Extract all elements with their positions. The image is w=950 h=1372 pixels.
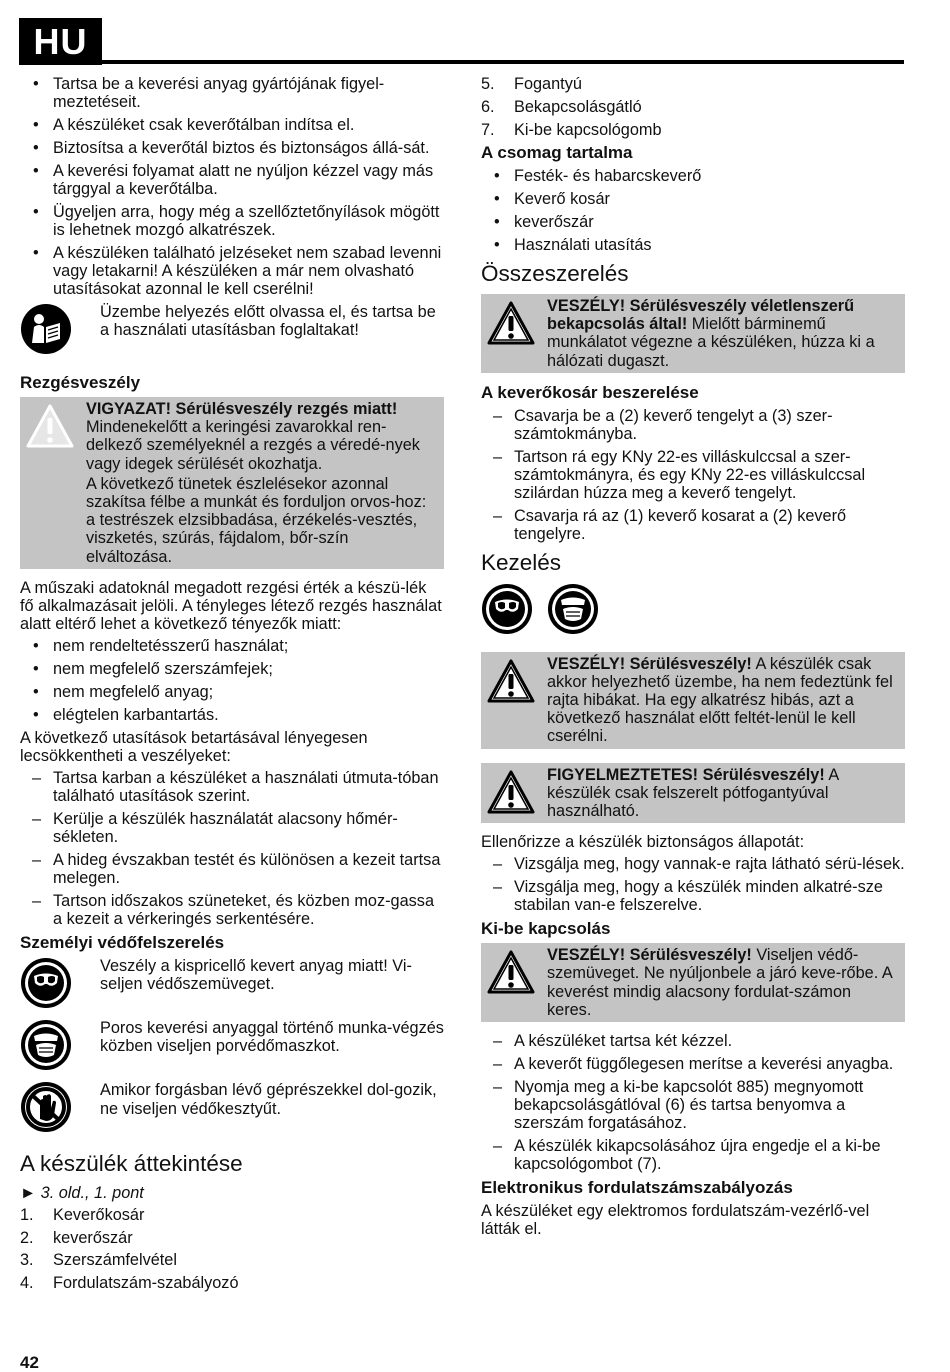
list-item: – A hideg évszakban testét és különösen a kezeit tartsa melegen.: [20, 851, 444, 887]
ppe-item: [20, 957, 444, 1013]
operation-warning-title: VESZÉLY! Sérülésveszély!: [547, 654, 752, 673]
assembly-warning-text: Mielőtt bárminemű munkálatot végezne a készüléken, húzza ki a hálózati dugaszt.: [547, 315, 875, 370]
electronic-heading: Elektronikus fordulatszámszabályozás: [481, 1177, 793, 1197]
parts-list-right: [481, 75, 905, 139]
list-item: 2. keverőszár: [20, 1228, 133, 1247]
list-item: 6. Bekapcsolásgátló: [481, 97, 642, 116]
vibration-warning-box: [20, 397, 444, 569]
list-item: • nem megfelelő anyag;: [20, 683, 444, 701]
list-item: – Vizsgálja meg, hogy vannak-e rajta látható sérü-lések.: [481, 855, 905, 873]
ppe-item-text: Veszély a kispricellő kevert anyag miatt! Vi-seljen védőszemüveget.: [100, 957, 412, 994]
operation-heading: Kezelés: [481, 550, 562, 576]
list-item: • keverőszár: [481, 213, 905, 231]
switch-warning-text: Viseljen védő-szemüveget. Ne nyúljonbele a járó keve-rőbe. A keverést mindig alacsony fordulat-számon keres.: [547, 946, 892, 1019]
switch-warning-box: [481, 943, 905, 1022]
operation-warning-text: A készülék csak akkor helyezhető üzembe, ha nem fedeztünk fel rajta hibákat. Ha egy alkatrész hibás, azt a következő használat előtt feltét-lenül le kell cserélni.: [547, 654, 893, 746]
switch-list: [481, 1032, 905, 1173]
check-list: [481, 855, 905, 914]
switch-heading: Ki-be kapcsolás: [481, 919, 611, 939]
list-item: – A készülék kikapcsolásához újra engedje el a ki-be kapcsológombot (7).: [481, 1137, 905, 1173]
assembly-heading: Összeszerelés: [481, 260, 629, 286]
list-item: • Festék- és habarcskeverő: [481, 167, 905, 185]
reduce-paragraph: A következő utasítások betartásával lényegesen lecsökkentheti a veszélyeket:: [20, 728, 368, 765]
package-heading: A csomag tartalma: [481, 143, 633, 163]
assembly-warning-box: [481, 294, 905, 373]
list-item: • nem megfelelő szerszámfejek;: [20, 660, 444, 678]
dust-mask-icon: [20, 1019, 100, 1075]
basket-heading: A keverőkosár beszerelése: [481, 382, 699, 402]
assembly-warning-title: VESZÉLY! Sérülésveszély véletlenszerű bekapcsolás által!: [547, 296, 855, 334]
overview-reference: ► 3. old., 1. pont: [20, 1183, 144, 1202]
reduce-list: [20, 769, 444, 928]
right-column: [481, 75, 905, 1242]
language-tag: HU: [19, 18, 102, 65]
handle-warning-box: [481, 763, 905, 824]
warning-triangle-icon: [25, 403, 75, 453]
vibration-paragraph: A műszaki adatoknál megadott rezgési érték a készü-lék fő alkalmazásait jelöli. A tényleges létező rezgés használat alatt eltérő lehet a következő tényezők miatt:: [20, 578, 442, 634]
handle-warning-title: FIGYELMEZTETES! Sérülésveszély!: [547, 765, 825, 784]
list-item: • Biztosítsa a keverőtál biztos és biztonságos állá-sát.: [20, 139, 444, 157]
list-item: – A készüléket tartsa két kézzel.: [481, 1032, 905, 1050]
warning-triangle-icon: [486, 658, 536, 708]
manual-note-text: Üzembe helyezés előtt olvassa el, és tartsa be a használati utasításban foglaltakat!: [100, 302, 436, 339]
list-item: – Nyomja meg a ki-be kapcsolót 885) megnyomott bekapcsolásgátlóval (6) és tartsa benyomva a szerszám forgatásához.: [481, 1078, 905, 1133]
list-item: – Tartson rá egy KNy 22-es villáskulccsal a szer-számtokmányra, és egy KNy 22-es villáskulccsal szilárdan húzza meg a keverő tengelyt.: [481, 448, 905, 503]
operation-icons: [481, 583, 905, 639]
vibration-warning-title: VIGYAZAT! Sérülésveszély rezgés miatt!: [86, 400, 398, 418]
list-item: – Kerülje a készülék használatát alacsony hőmér-sékleten.: [20, 810, 444, 846]
check-paragraph: Ellenőrizze a készülék biztonságos állapotát:: [481, 833, 805, 852]
list-item: • Ügyeljen arra, hogy még a szellőztetőnyílások mögött is lehetnek mozgó alkatrészek.: [20, 203, 444, 239]
ppe-item: [20, 1081, 444, 1137]
list-item: – Tartsa karban a készüléket a használati útmuta-tóban található utasítások szerint.: [20, 769, 444, 805]
ppe-item-text: Poros keverési anyaggal történő munka-végzés közben viseljen porvédőmaszkot.: [100, 1019, 444, 1056]
operation-warning-box: [481, 652, 905, 749]
list-item: – Vizsgálja meg, hogy a készülék minden alkatré-sze stabilan van-e felszerelve.: [481, 878, 905, 914]
safety-list: [20, 75, 444, 298]
ppe-item: [20, 1019, 444, 1075]
list-item: • elégtelen karbantartás.: [20, 706, 444, 724]
list-item: • Keverő kosár: [481, 190, 905, 208]
list-item: • nem rendeltetésszerű használat;: [20, 637, 444, 655]
list-item: – Csavarja be a (2) keverő tengelyt a (3) szer-számtokmányba.: [481, 407, 905, 443]
warning-triangle-icon: [486, 300, 536, 350]
left-column: [20, 75, 444, 1297]
switch-warning-title: VESZÉLY! Sérülésveszély!: [547, 946, 752, 965]
list-item: • A keverési folyamat alatt ne nyúljon kézzel vagy más tárggyal a keverőtálba.: [20, 162, 444, 198]
electronic-paragraph: A készüléket egy elektromos fordulatszám-vezérlő-vel látták el.: [481, 1201, 870, 1239]
no-gloves-icon: [20, 1081, 100, 1137]
list-item: 4. Fordulatszám-szabályozó: [20, 1274, 239, 1293]
list-item: – Tartson időszakos szüneteket, és közben moz-gassa a kezeit a vérkeringés serkentésére.: [20, 892, 444, 928]
ppe-heading: Személyi védőfelszerelés: [20, 933, 225, 953]
list-item: • Használati utasítás: [481, 236, 905, 254]
warning-triangle-icon: [486, 769, 536, 819]
list-item: 7. Ki-be kapcsológomb: [481, 120, 662, 139]
overview-heading: A készülék áttekintése: [20, 1150, 243, 1176]
parts-list-left: [20, 1206, 444, 1293]
list-item: 5. Fogantyú: [481, 75, 582, 93]
list-item: • Tartsa be a keverési anyag gyártójának figyel-meztetéseit.: [20, 75, 444, 111]
header-rule: [102, 60, 904, 64]
vibration-heading: Rezgésveszély: [20, 373, 141, 392]
read-manual-icon: [20, 303, 100, 359]
list-item: – A keverőt függőlegesen merítse a keverési anyagba.: [481, 1055, 905, 1073]
list-item: 3. Szerszámfelvétel: [20, 1251, 177, 1270]
page-number: 42: [20, 1353, 39, 1372]
vibration-warning-text: Mindenekelőtt a keringési zavarokkal ren-delkező személyeknél a rezgés a véredé-nyek vagy idegek sérülését okozhatja.: [86, 418, 420, 473]
package-list: [481, 167, 905, 254]
list-item: – Csavarja rá az (1) keverő kosarat a (2) keverő tengelyre.: [481, 507, 905, 543]
goggles-icon: [20, 957, 100, 1013]
factor-list: [20, 637, 444, 724]
warning-triangle-icon: [486, 949, 536, 999]
list-item: 1. Keverőkosár: [20, 1205, 145, 1224]
vibration-symptoms: A következő tünetek észlelésekor azonnal szakítsa félbe a munkát és forduljon orvos-hoz: a testrészek elzsibbadása, érzékelés-vesztés, viszketés, szúrás, fájdalom, bőr-szín elváltozása.: [86, 474, 427, 566]
dust-mask-icon: [547, 583, 599, 639]
goggles-icon: [481, 583, 533, 639]
basket-list: [481, 407, 905, 544]
manual-note: [20, 303, 444, 359]
ppe-item-text: Amikor forgásban lévő géprészekkel dol-gozik, ne viseljen védőkesztyűt.: [100, 1081, 437, 1118]
list-item: • A készüléket csak keverőtálban indítsa el.: [20, 116, 444, 134]
handle-warning-text: A készülék csak felszerelt pótfogantyúval használható.: [547, 765, 839, 821]
list-item: • A készüléken található jelzéseket nem szabad levenni vagy letakarni! A készüléken a már nem olvasható utasításokat azonnal le kell cserélni!: [20, 244, 444, 299]
